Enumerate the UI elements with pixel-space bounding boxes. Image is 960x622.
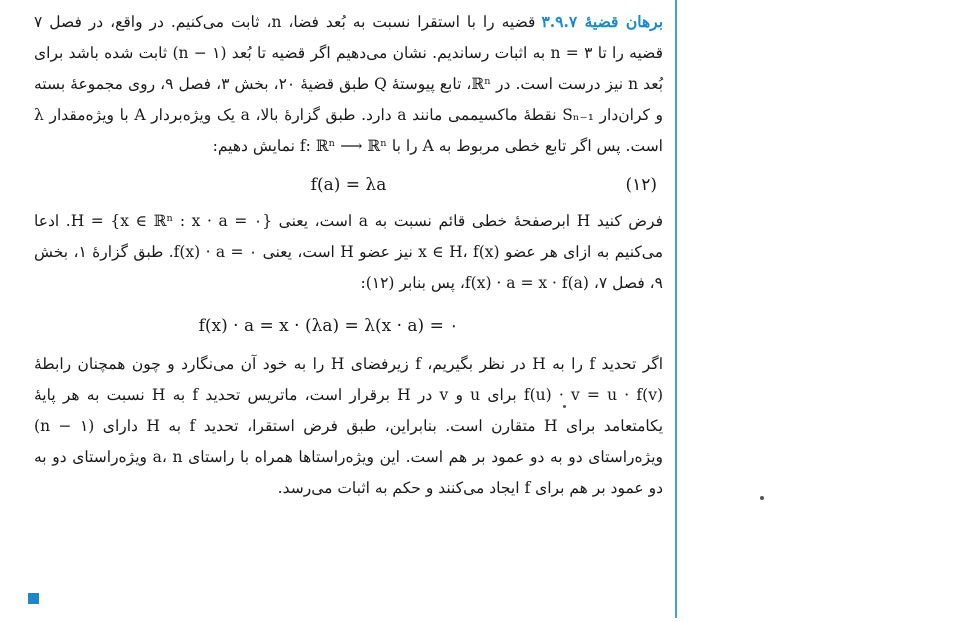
paragraph-1-text: قضیه را با استقرا نسبت به بُعد فضا، n، ثابت می‌کنیم. در واقع، در فصل ۷ قضیه را تا n = ۳ به اثبات رساندیم. نشان می‌دهیم اگر قضیه تا بُعد (n − ۱) ثابت شده باشد برای بُعد n نیز درست است. در ℝⁿ، تابع پیوستهٔ Q طبق قضیهٔ ۲۰، بخش ۳، فصل ۹، روی مجموعهٔ بسته و کران‌دار Sₙ₋₁ نقطهٔ ماکسیممی مانند a دارد. طبق گزارهٔ بالا، a یک ویژه‌بردار A با ویژه‌مقدار λ است. پس اگر تابع خطی مربوط به A را با f: ℝⁿ ⟶ ℝⁿ نمایش دهیم: [34,13,664,155]
paragraph-1 [34,6,663,162]
equation-1-formula: f(a) = λa [310,175,387,195]
paragraph-2 [34,206,663,299]
proof-content [34,6,663,504]
end-of-proof-icon [28,593,39,604]
stray-dot [563,405,566,408]
paragraph-3-text: اگر تحدید f را به H در نظر بگیریم، f زیرفضای H را به خود آن می‌نگارد و چون همچنان رابطهٔ f(u) · v = u · f(v) برای u و v در H برقرار است، ماتریس تحدید f به H نسبت به هر پایهٔ یکامتعامد برای H متقارن است. بنابراین، طبق فرض استقرا، تحدید f به H دارای (n − ۱) ویژه‌راستای دو به دو عمود بر هم است. این ویژه‌راستاها همراه با راستای a، n ویژه‌راستای دو به دو عمود بر هم برای f ایجاد می‌کنند و حکم به اثبات می‌رسد. [34,355,664,497]
equation-2 [34,299,663,349]
paragraph-3 [34,349,663,504]
equation-2-formula: f(x) · a = x · (λa) = λ(x · a) = ۰ [198,316,459,336]
equation-1-number: (۱۲) [625,175,657,195]
proof-title: برهان قضیهٔ ۳.۹.۷ [541,12,664,31]
stray-dot [760,496,764,500]
paragraph-2-text: فرض کنید H ابرصفحهٔ خطی قائم نسبت به a است، یعنی H = {x ∈ ℝⁿ : x · a = ۰}. ادعا می‌کنیم به ازای هر عضو x ∈ H، f(x) نیز عضو H است، یعنی f(x) · a = ۰. طبق گزارهٔ ۱، بخش ۹، فصل ۷، f(x) · a = x · f(a)، پس بنابر (۱۲): [34,212,664,292]
proof-panel [20,0,677,618]
equation-1 [34,162,663,206]
